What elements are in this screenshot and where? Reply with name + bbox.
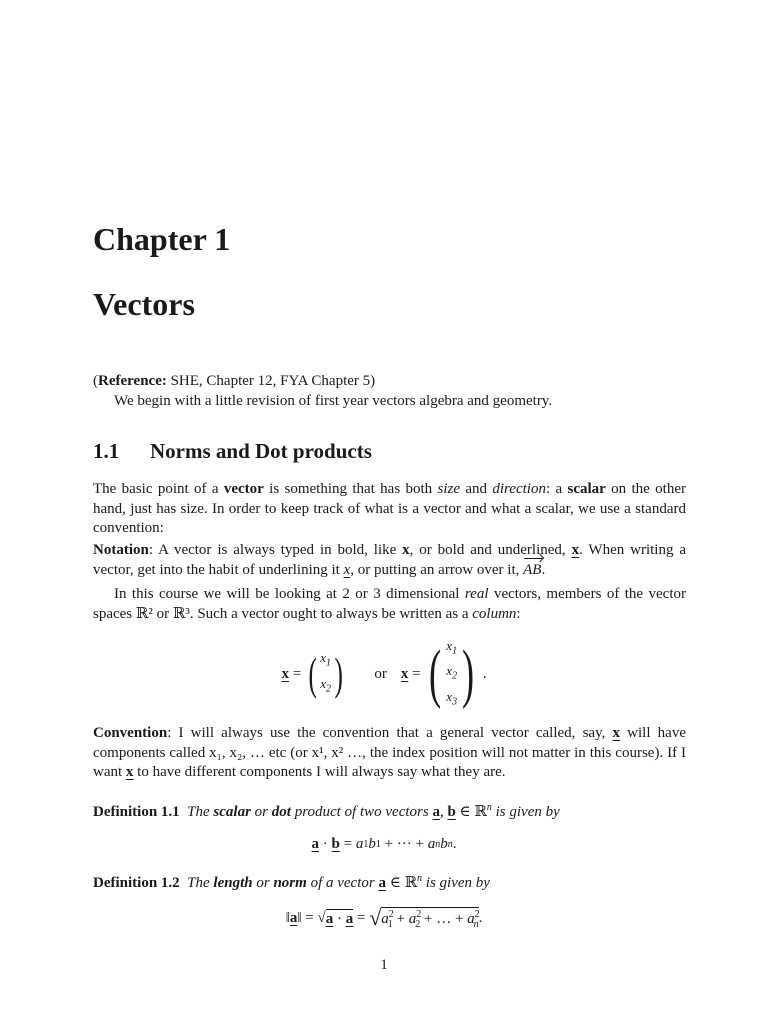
definition-1-1-label: Definition 1.1	[93, 804, 180, 820]
page-number: 1	[380, 957, 388, 973]
section-title: Norms and Dot products	[150, 439, 372, 463]
paragraph-convention: Convention: I will always use the convention that a general vector called, say, x will have components called x₁, x₂, … etc (or x¹, x² …, the index position will not matter in this course). If I want x to have different components I will always say what they are.	[93, 725, 686, 780]
reference-text: SHE, Chapter 12, FYA Chapter 5)	[170, 373, 376, 389]
norm-formula: ‖ a ‖ = √ a · a = √ $a^2_1 + a^2_2$ + … + $a^2_n$ .	[285, 905, 483, 930]
section-heading	[93, 439, 372, 464]
or-word: or	[374, 665, 387, 682]
paragraph-notation: Notation: A vector is always typed in bold, like x, or bold and underlined, x. When writing a vector, get into the habit of underlining it x, or putting an arrow over it, AB.	[93, 541, 686, 580]
notation-label: Notation	[93, 542, 149, 558]
intro-paragraph: We begin with a little revision of first year vectors algebra and geometry.	[114, 393, 553, 409]
dot-product-formula: a · b = a 1 b 1 + ··· + a n b n .	[311, 835, 457, 852]
definition-1-2: Definition 1.2 The length or norm of a vector a ∈ ℝ$^n$ is given by	[93, 873, 490, 891]
reference-line: (Reference: SHE, Chapter 12, FYA Chapter 5)	[93, 373, 376, 389]
section-number: 1.1	[93, 439, 120, 463]
arrow-vector-ab: AB	[523, 561, 541, 581]
convention-label: Convention	[93, 725, 168, 741]
definition-1-2-label: Definition 1.2	[93, 875, 180, 891]
column-vector-display: x = ( $x_1$ $x_2$ ) or x = ( $x_1$ $x_2$ $x_3$ ) .	[281, 637, 487, 710]
paragraph-real-vectors: In this course we will be looking at 2 or 3 dimensional real vectors, members of the vector spaces ℝ² or ℝ³. Such a vector ought to always be written as a column:	[93, 586, 686, 622]
chapter-title: Vectors	[93, 286, 195, 322]
chapter-heading: Chapter 1	[93, 221, 231, 257]
definition-1-1: Definition 1.1 The scalar or dot product of two vectors a, b ∈ ℝ$^n$ is given by	[93, 802, 560, 820]
paragraph-vector-scalar: The basic point of a vector is something that has both size and direction: a scalar on the other hand, just has size. In order to keep track of what is a vector and what a scalar, we use a standard convention:	[93, 481, 686, 536]
reference-label: Reference:	[98, 373, 167, 389]
